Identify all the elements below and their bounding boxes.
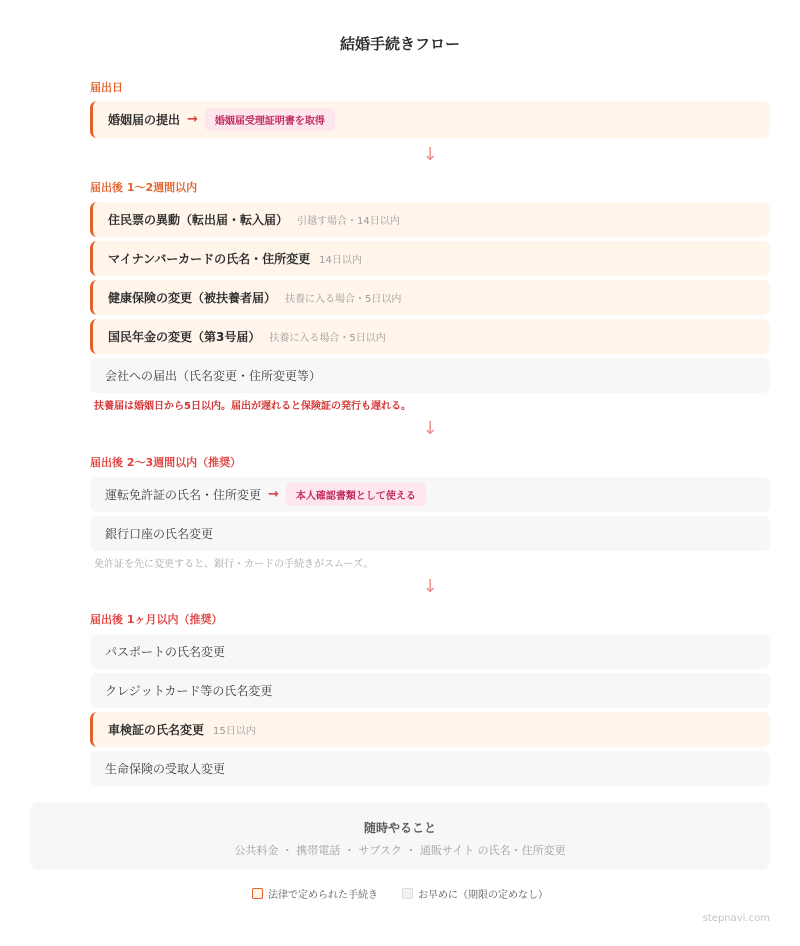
step-label: パスポートの氏名変更: [105, 645, 226, 659]
legend-swatch-early: [402, 888, 413, 899]
section-2-3-weeks: [90, 456, 770, 570]
step-label: 会社への届出（氏名変更・住所変更等）: [105, 369, 322, 383]
step-credit-card: [90, 673, 770, 708]
step-national-pension: [90, 319, 770, 354]
step-tag: 婚姻届受理証明書を取得: [205, 108, 335, 131]
arrow-right-icon: →: [268, 487, 279, 502]
step-note: 扶養に入る場合・5日以内: [285, 294, 402, 305]
arrow-down-icon: ↓: [422, 576, 438, 597]
step-note: 14日以内: [319, 255, 362, 266]
section-registration-day: [90, 81, 770, 142]
step-company-notification: [90, 358, 770, 393]
anytime-heading: 随時やること: [363, 821, 436, 835]
step-label: 婚姻届の提出: [108, 113, 181, 127]
section-label: 届出後 1ヶ月以内（推奨）: [90, 613, 223, 626]
legend-swatch-legal: [252, 888, 263, 899]
warning-text: 扶養届は婚姻日から5日以内。届出が遅れると保険証の発行も遅れる。: [94, 401, 411, 412]
arrow-down-icon: ↓: [422, 144, 438, 165]
section-label: 届出後 2〜3週間以内（推奨）: [90, 456, 242, 469]
step-note: 引越す場合・14日以内: [297, 216, 400, 227]
step-note: 扶養に入る場合・5日以内: [269, 333, 386, 344]
step-health-insurance: [90, 280, 770, 315]
step-label: 住民票の異動（転出届・転入届）: [108, 213, 289, 227]
step-label: クレジットカード等の氏名変更: [105, 684, 273, 698]
step-drivers-license: [90, 477, 770, 512]
step-life-insurance: [90, 751, 770, 786]
legend-label: お早めに（期限の定めなし）: [418, 890, 548, 901]
step-label: マイナンバーカードの氏名・住所変更: [108, 252, 311, 266]
step-label: 生命保険の受取人変更: [105, 762, 226, 776]
legend-item-legal: [252, 886, 378, 901]
step-mynumber-card: [90, 241, 770, 276]
section-1-month: [90, 613, 770, 790]
arrow-down-icon: ↓: [422, 418, 438, 439]
anytime-items: 公共料金 ・ 携帯電話 ・ サブスク ・ 通販サイト の氏名・住所変更: [234, 844, 566, 857]
section-label: 届出日: [90, 81, 123, 94]
step-marriage-registration: [90, 101, 770, 138]
step-label: 銀行口座の氏名変更: [105, 527, 214, 541]
step-label: 国民年金の変更（第3号届）: [108, 330, 261, 344]
section-1-2-weeks: [90, 181, 770, 412]
brand-watermark: stepnavi.com: [702, 913, 770, 924]
step-vehicle-inspection: [90, 712, 770, 747]
step-passport: [90, 634, 770, 669]
legend-item-early: [402, 886, 548, 901]
anytime-box: [30, 802, 770, 870]
page-title: 結婚手続きフロー: [339, 35, 460, 53]
step-bank-account: [90, 516, 770, 551]
tip-text: 免許証を先に変更すると、銀行・カードの手続きがスムーズ。: [94, 559, 374, 570]
arrow-right-icon: →: [187, 112, 198, 127]
step-label: 運転免許証の氏名・住所変更: [105, 488, 262, 502]
legend-label: 法律で定められた手続き: [268, 890, 378, 901]
step-note: 15日以内: [213, 726, 256, 737]
legend: [0, 886, 800, 901]
section-label: 届出後 1〜2週間以内: [90, 181, 198, 194]
step-tag: 本人確認書類として使える: [286, 483, 426, 506]
step-label: 健康保険の変更（被扶養者届）: [108, 291, 277, 305]
step-label: 車検証の氏名変更: [108, 723, 205, 737]
step-resident-registration: [90, 202, 770, 237]
